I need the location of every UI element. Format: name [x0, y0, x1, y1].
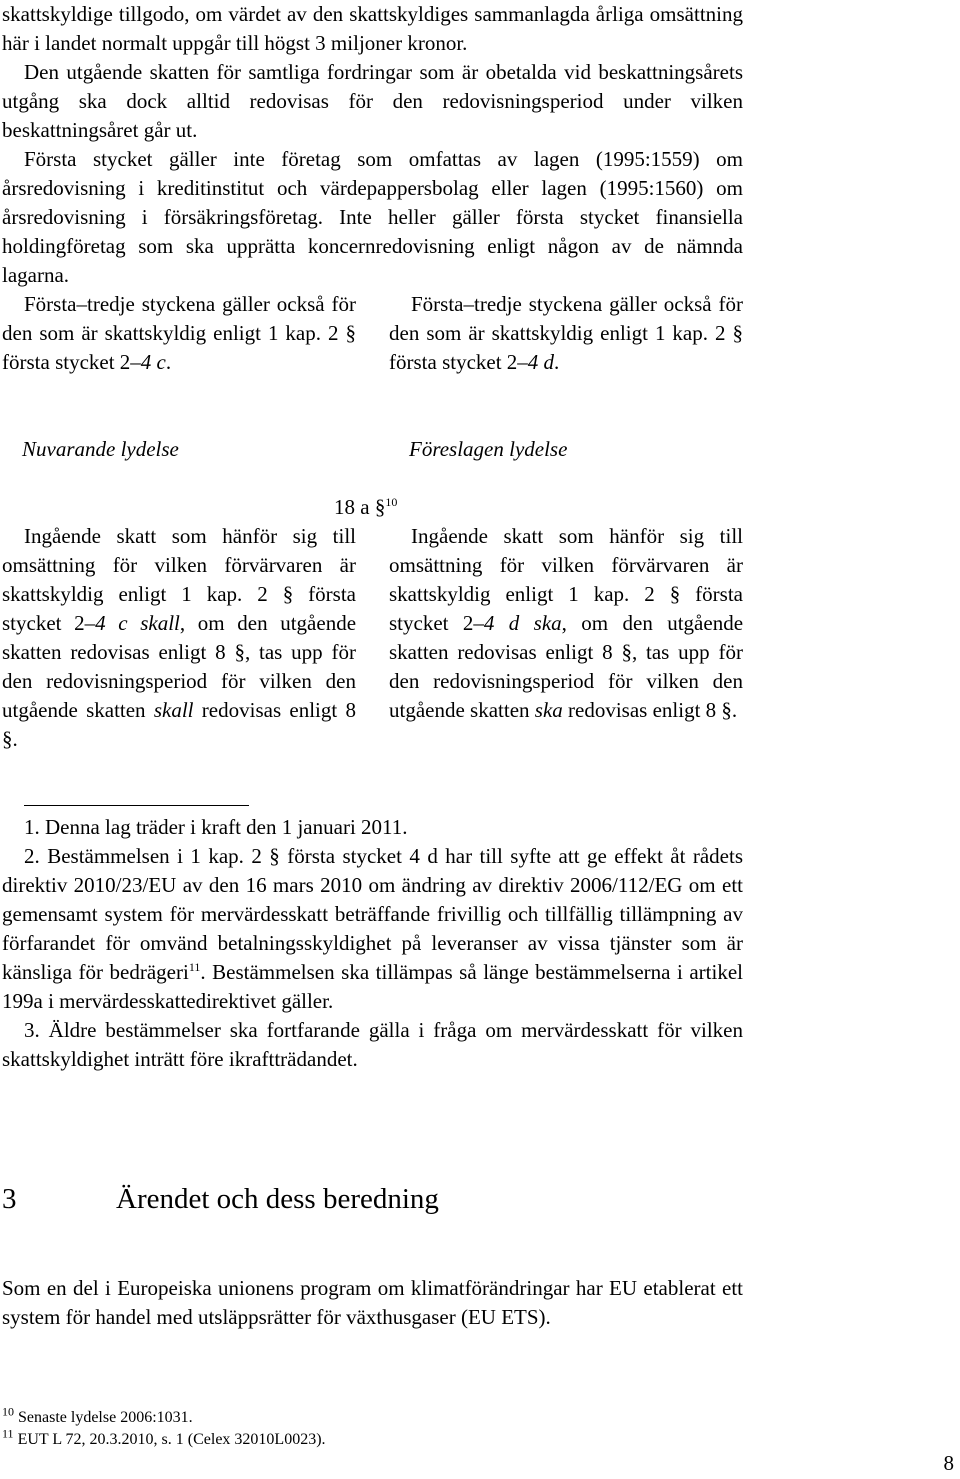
- footnote-ref-11: 11: [188, 960, 201, 974]
- ref-left: 4 c: [140, 350, 166, 374]
- transitional-item-1: 1. Denna lag träder i kraft den 1 januari 2011.: [24, 815, 408, 839]
- paragraph-2: Den utgående skatten för samtliga fordringar som är obetalda vid beskattningsårets utgång ska dock alltid redovisas för den redovisningsperiod under vilken beskattningsåret går ut.: [2, 60, 743, 142]
- section-heading-title: Ärendet och dess beredning: [116, 1183, 439, 1215]
- footnote-11: $^{11}$ EUT L 72, 20.3.2010, s. 1 (Celex 32010L0023).: [2, 1426, 326, 1448]
- page-number: 8: [943, 1451, 954, 1475]
- left-column-paragraph-4: Första–tredje styckena gäller också för den som är skattskyldig enligt 1 kap. 2 § första stycket 2–4 c.: [2, 292, 356, 374]
- paragraph-3: Första stycket gäller inte företag som omfattas av lagen (1995:1559) om årsredovisning i kreditinstitut och värdepappersbolag eller lagen (1995:1560) om årsredovisning i försäkringsföretag. Inte heller gäller första stycket finansiella holdingföretag som ska upprätta koncernredovisning enligt någon av de nämnda lagarna.: [2, 147, 743, 287]
- transitional-provisions: [2, 813, 743, 1074]
- section-heading: [2, 1181, 439, 1217]
- ref-right: 4 d: [527, 350, 555, 374]
- body-paragraph: Som en del i Europeiska unionens program om klimatförändringar har EU etablerat ett system för handel med utsläppsrätter för växthusgaser (EU ETS).: [2, 1276, 743, 1329]
- column-header-current: Nuvarande lydelse: [22, 437, 179, 461]
- section-heading-number: 3: [2, 1183, 17, 1215]
- transitional-item-2: 2. Bestämmelsen i 1 kap. 2 § första stycket 4 d har till syfte att ge effekt åt rådets direktiv 2010/23/EU av den 16 mars 2010 om ändring av direktiv 2006/112/EG om ett gemensamt system för mervärdesskatt beträffande frivillig och tillfällig tillämpning av förfarandet för omvänd betalningsskyldighet på leveranser av vissa tjänster som är känsliga för bedrägeri$^{11}$. Bestämmelsen ska tillämpas så länge bestämmelserna i artikel 199a i mervärdesskattedirektivet gäller.: [2, 844, 743, 1013]
- column-header-proposed: Föreslagen lydelse: [409, 437, 568, 461]
- left-column-section-text: Ingående skatt som hänför sig till omsättning för vilken förvärvaren är skattskyldig enligt 1 kap. 2 § första stycket 2–4 c skall, om den utgående skatten redovisas enligt 8 §, tas upp för den redovisningsperiod för vilken den utgående skatten skall redovisas enligt 8 §.: [2, 524, 357, 751]
- footnote-10: $^{10}$ Senaste lydelse 2006:1031.: [2, 1404, 193, 1426]
- right-column-section-text: Ingående skatt som hänför sig till omsättning för vilken förvärvaren är skattskyldig enligt 1 kap. 2 § första stycket 2–4 d ska, om den utgående skatten redovisas enligt 8 §, tas upp för den redovisningsperiod för vilken den utgående skatten ska redovisas enligt 8 §.: [389, 524, 744, 722]
- footnote-ref-10: 10: [385, 495, 398, 509]
- intro-text: [2, 0, 743, 290]
- transitional-divider: [24, 805, 249, 806]
- section-label: 18 a §$^{10}$: [334, 495, 398, 519]
- transitional-item-3: 3. Äldre bestämmelser ska fortfarande gälla i fråga om mervärdesskatt för vilken skattskyldighet inträtt före ikraftträdandet.: [2, 1018, 743, 1071]
- right-column-paragraph-4: Första–tredje styckena gäller också för den som är skattskyldig enligt 1 kap. 2 § första stycket 2–4 d.: [389, 292, 743, 374]
- paragraph-1: skattskyldige tillgodo, om värdet av den skattskyldiges sammanlagda årliga omsättning här i landet normalt uppgår till högst 3 miljoner kronor.: [2, 2, 743, 55]
